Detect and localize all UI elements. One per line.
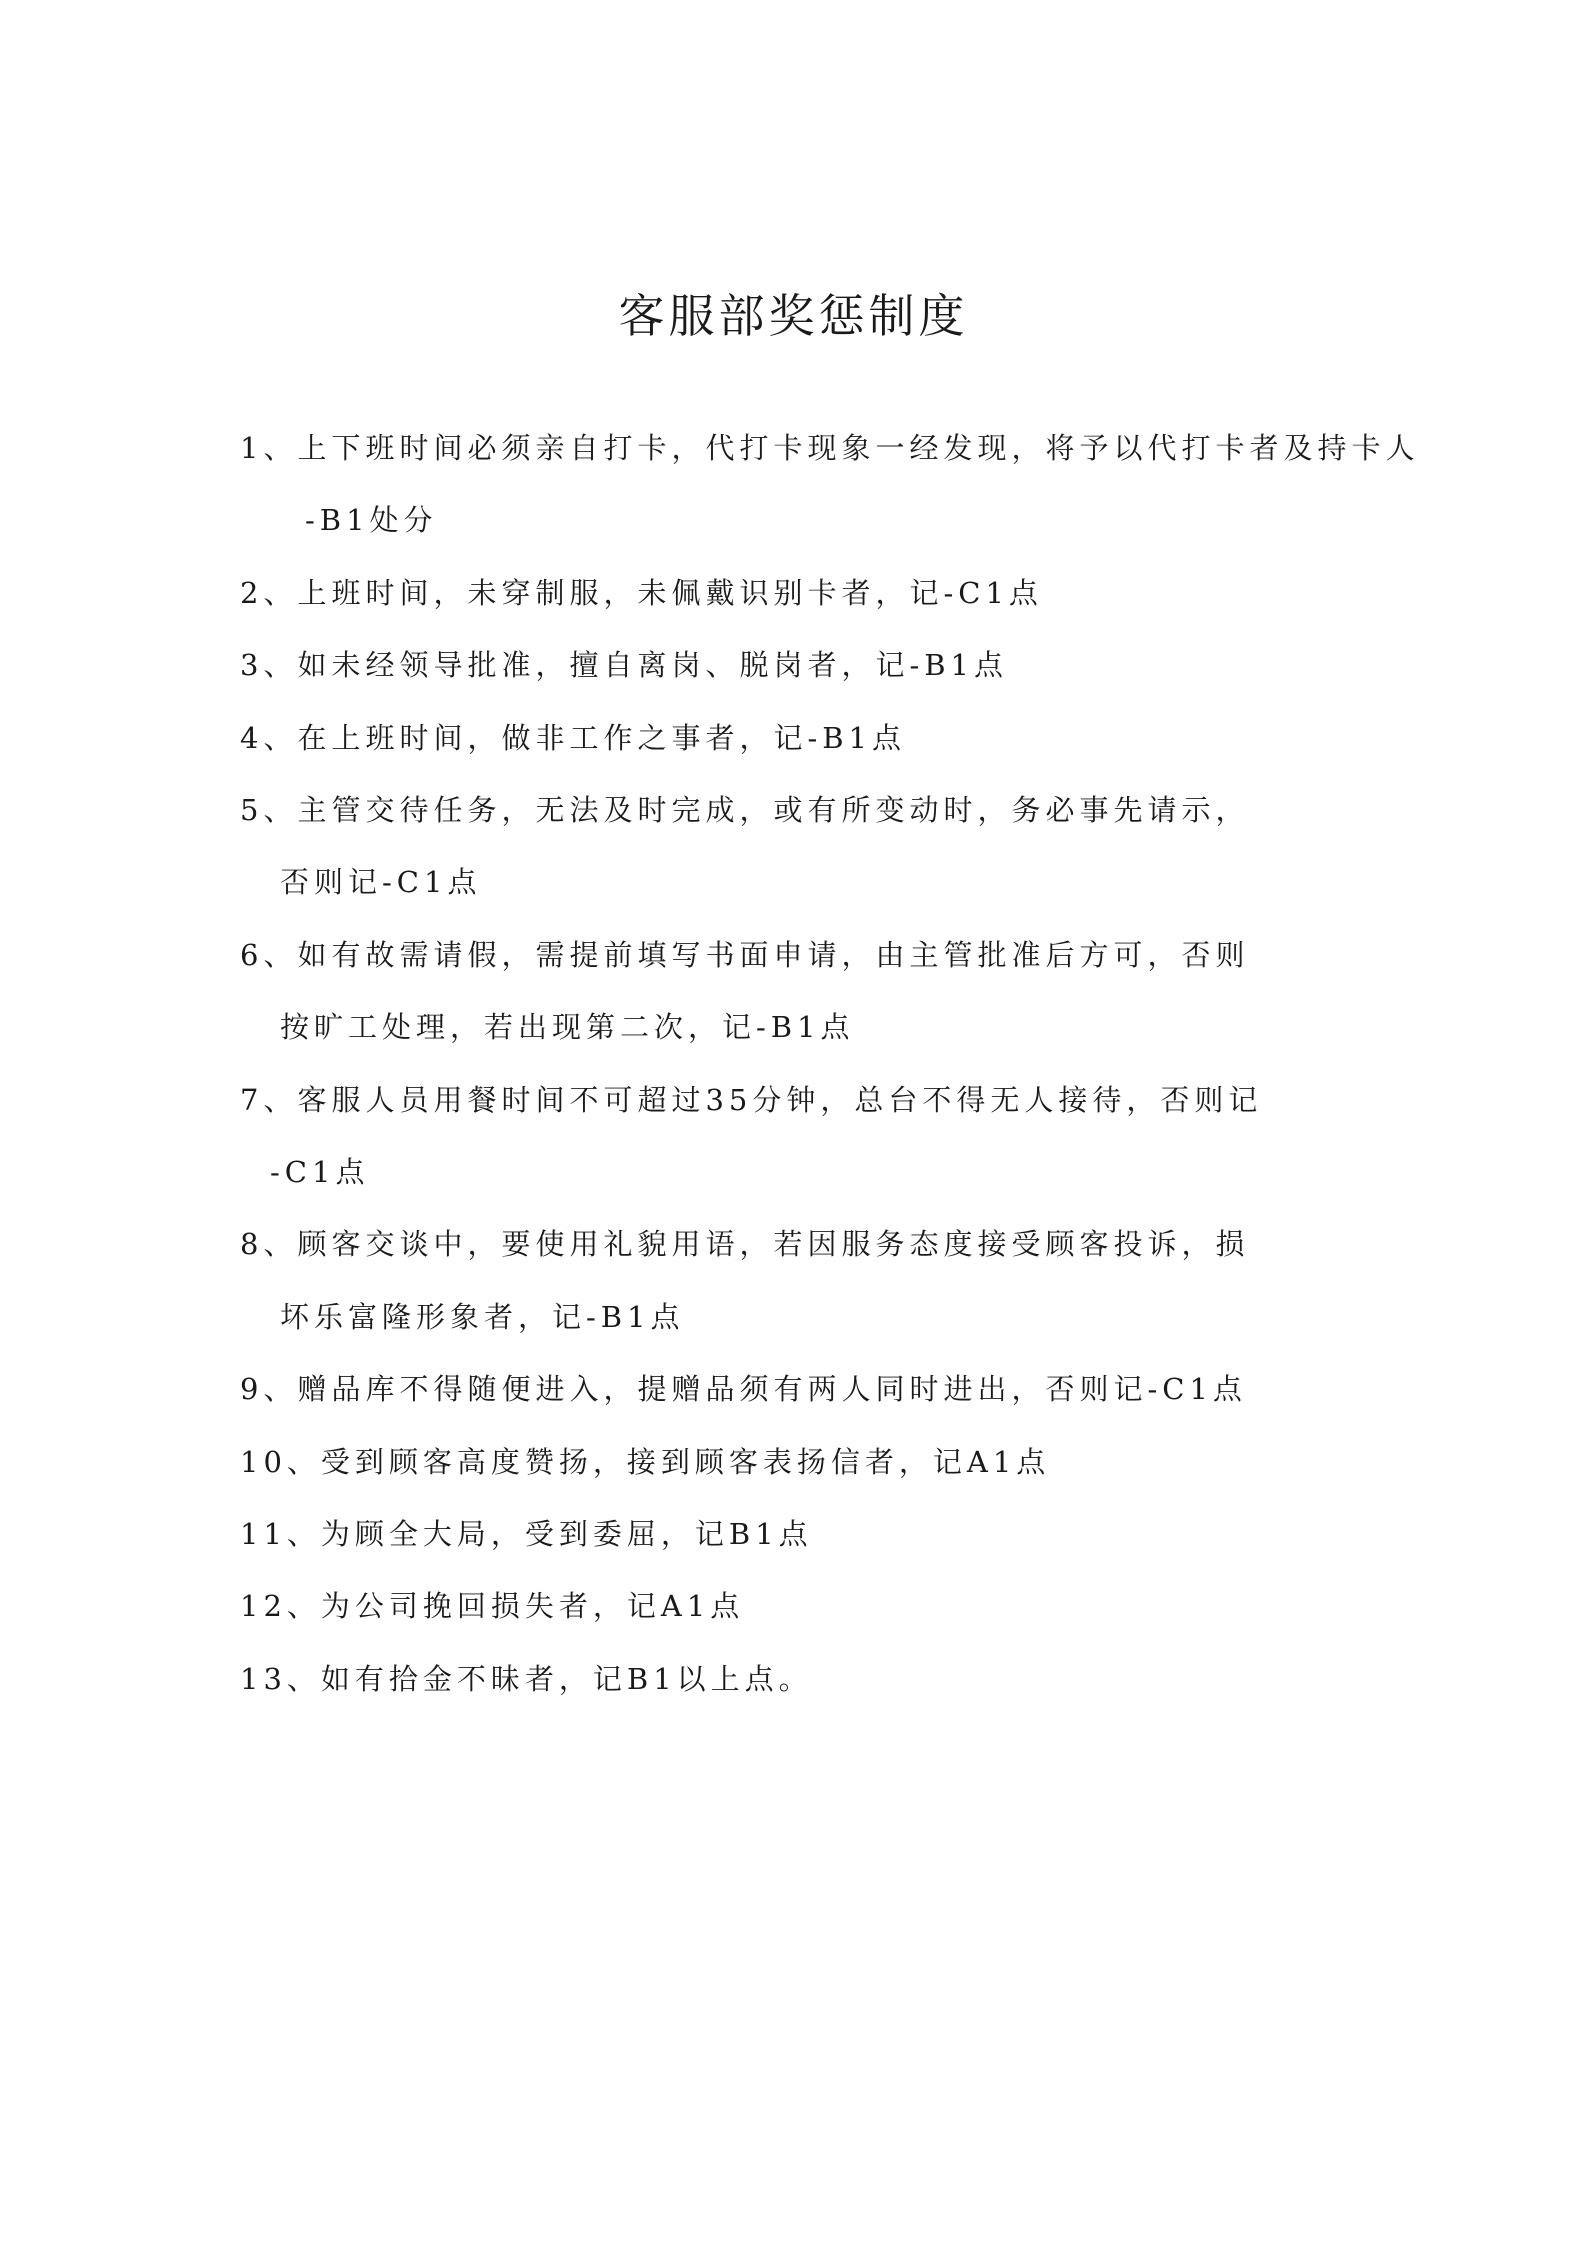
rule-line: 8、顾客交谈中，要使用礼貌用语，若因服务态度接受顾客投诉，损: [240, 1227, 1250, 1261]
rule-line: 4、在上班时间，做非工作之事者，记-B1点: [240, 721, 907, 755]
rule-line: -C1点: [270, 1155, 370, 1189]
rule-line: -B1处分: [305, 503, 438, 537]
rule-line: 6、如有故需请假，需提前填写书面申请，由主管批准后方可，否则: [240, 938, 1250, 972]
rule-line: 5、主管交待任务，无法及时完成，或有所变动时，务必事先请示，: [240, 793, 1250, 827]
rule-line: 否则记-C1点: [280, 865, 482, 899]
rule-line: 1、上下班时间必须亲自打卡，代打卡现象一经发现，将予以代打卡者及持卡人: [240, 431, 1420, 465]
rule-line: 13、如有拾金不昧者，记B1以上点。: [240, 1662, 813, 1696]
page-title: 客服部奖惩制度: [618, 289, 969, 343]
rule-line: 坏乐富隆形象者，记-B1点: [280, 1300, 685, 1334]
rule-line: 11、为顾全大局，受到委屈，记B1点: [240, 1517, 813, 1551]
rule-line: 10、受到顾客高度赞扬，接到顾客表扬信者，记A1点: [240, 1445, 1051, 1479]
rule-line: 12、为公司挽回损失者，记A1点: [240, 1589, 745, 1623]
rule-line: 3、如未经领导批准，擅自离岗、脱岗者，记-B1点: [240, 648, 1009, 682]
rule-line: 按旷工处理，若出现第二次，记-B1点: [280, 1010, 855, 1044]
rule-line: 2、上班时间，未穿制服，未佩戴识别卡者，记-C1点: [240, 576, 1043, 610]
rule-line: 7、客服人员用餐时间不可超过35分钟，总台不得无人接待，否则记: [240, 1083, 1263, 1117]
rule-line: 9、赠品库不得随便进入，提赠品须有两人同时进出，否则记-C1点: [240, 1372, 1247, 1406]
